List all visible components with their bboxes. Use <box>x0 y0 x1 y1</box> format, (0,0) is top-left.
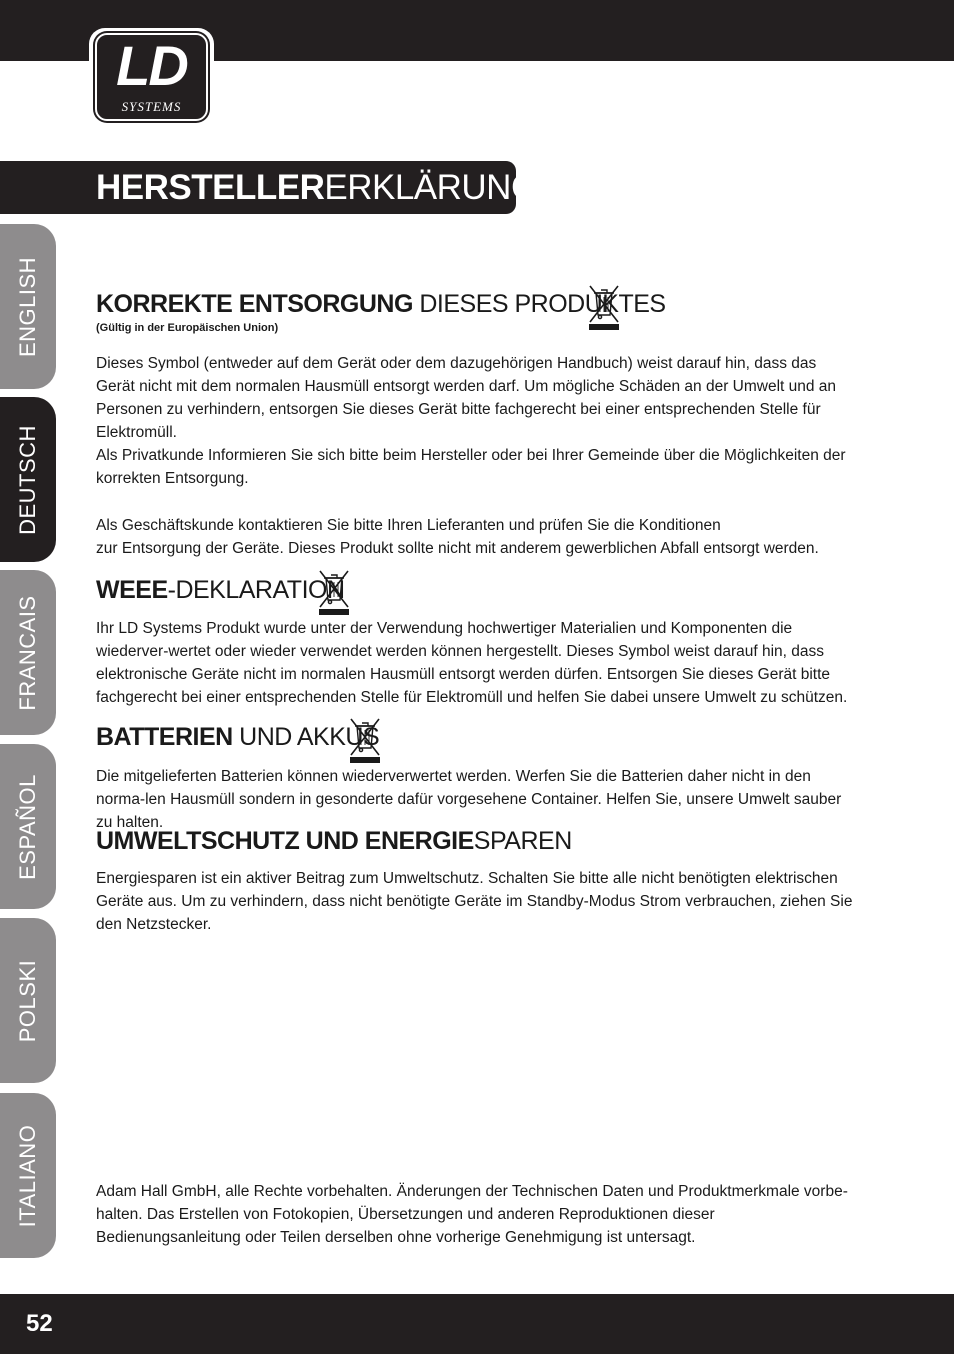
heading-batteries-bold: BATTERIEN <box>96 723 233 751</box>
ld-systems-logo <box>89 28 214 126</box>
page-title-light: ERKLÄRUNGEN: <box>324 168 595 207</box>
heading-energy-bold: UMWELTSCHUTZ UND ENERGIE <box>96 827 474 855</box>
tab-english-label: ENGLISH <box>15 256 40 357</box>
heading-disposal-bold: KORREKTE ENTSORGUNG <box>96 290 413 318</box>
tab-polski-label: POLSKI <box>15 959 40 1042</box>
paragraph-disposal-1: Dieses Symbol (entweder auf dem Gerät oder dem dazugehörigen Handbuch) weist darauf hin, dass das Gerät nicht mit dem normalen Hausmüll entsorgt werden darf. Um mögliche Schäden an der Umwelt und an Personen zu verhindern, entsorgen Sie dieses Gerät bitte fachgerecht bei einer entsprechenden Stelle für Elektromüll. <box>96 355 837 441</box>
paragraph-disposal-2: Als Privatkunde Informieren Sie sich bitte beim Hersteller oder bei Ihrer Gemeinde über die Möglichkeiten der korrekten Entsorgung. <box>96 447 846 487</box>
heading-weee-light: -DEKLARATION <box>167 576 345 604</box>
tab-espanol[interactable] <box>0 744 56 909</box>
tab-polski[interactable] <box>0 918 56 1083</box>
section-subtitle-disposal: (Gültig in der Europäischen Union) <box>96 322 279 334</box>
section-heading-batteries <box>96 723 379 752</box>
weee-bin-icon <box>587 283 621 331</box>
heading-energy-light: SPAREN <box>473 827 572 855</box>
tab-francais-label: FRANCAIS <box>15 594 40 711</box>
heading-batteries-light: UND AKKUS <box>232 723 380 751</box>
page-number: 52 <box>26 1310 53 1337</box>
tab-francais[interactable] <box>0 570 56 735</box>
tab-espanol-label: ESPAÑOL <box>15 773 40 880</box>
tab-english[interactable] <box>0 224 56 389</box>
page-title <box>96 166 595 210</box>
heading-weee-bold: WEEE <box>96 576 168 604</box>
weee-bin-icon <box>348 716 382 764</box>
tab-deutsch[interactable] <box>0 397 56 562</box>
bottom-bar <box>0 1294 954 1354</box>
paragraph-disposal-3a: Als Geschäftskunde kontaktieren Sie bitte Ihren Lieferanten und prüfen Sie die Konditionen <box>96 517 721 534</box>
section-heading-energy <box>96 827 572 856</box>
paragraph-weee: Ihr LD Systems Produkt wurde unter der Verwendung hochwertiger Materialien und Komponenten die wiederver-wertet oder wieder verwendet werden können hergestellt. Dieses Symbol weist darauf hin, dass elektronische Geräte nicht im normalen Hausmüll entsorgt werden dürfen. Entsorgen Sie dieses Gerät bitte fachgerecht bei einer entsprechenden Stelle für Elektromüll und helfen Sie dabei unsere Umwelt zu schützen. <box>96 620 848 706</box>
copyright-note: Adam Hall GmbH, alle Rechte vorbehalten. Änderungen der Technischen Daten und Produktmerkmale vorbe-halten. Das Erstellen von Fotokopien, Übersetzungen und anderen Reproduktionen dieser Bedienungsanleitung oder Teilen derselben ohne vorherige Genehmigung ist untersagt. <box>96 1183 848 1246</box>
tab-italiano[interactable] <box>0 1093 56 1258</box>
paragraph-energy: Energiesparen ist ein aktiver Beitrag zum Umweltschutz. Schalten Sie bitte alle nicht benötigten elektrischen Geräte aus. Um zu verhindern, dass nicht benötigte Geräte im Standby-Modus Strom verbrauchen, ziehen Sie den Netzstecker. <box>96 870 853 933</box>
tab-italiano-label: ITALIANO <box>15 1124 40 1227</box>
section-heading-weee <box>96 576 345 605</box>
page-title-bold: HERSTELLER <box>96 168 325 207</box>
logo-systems-text: SYSTEMS <box>121 99 182 114</box>
section-heading-disposal <box>96 290 666 319</box>
weee-bin-icon <box>317 568 351 616</box>
paragraph-batteries: Die mitgelieferten Batterien können wiederverwertet werden. Werfen Sie die Batterien daher nicht in den norma-len Hausmüll sondern in gesonderte dafür vorgesehene Container. Helfen Sie, unsere Umwelt sauber zu halten. <box>96 768 842 831</box>
tab-deutsch-label: DEUTSCH <box>15 424 40 535</box>
heading-disposal-light: DIESES PRODUKTES <box>412 290 666 318</box>
logo-ld-text: LD <box>116 34 187 97</box>
paragraph-disposal-3b: zur Entsorgung der Geräte. Dieses Produkt sollte nicht mit anderem gewerblichen Abfall entsorgt werden. <box>96 540 819 557</box>
